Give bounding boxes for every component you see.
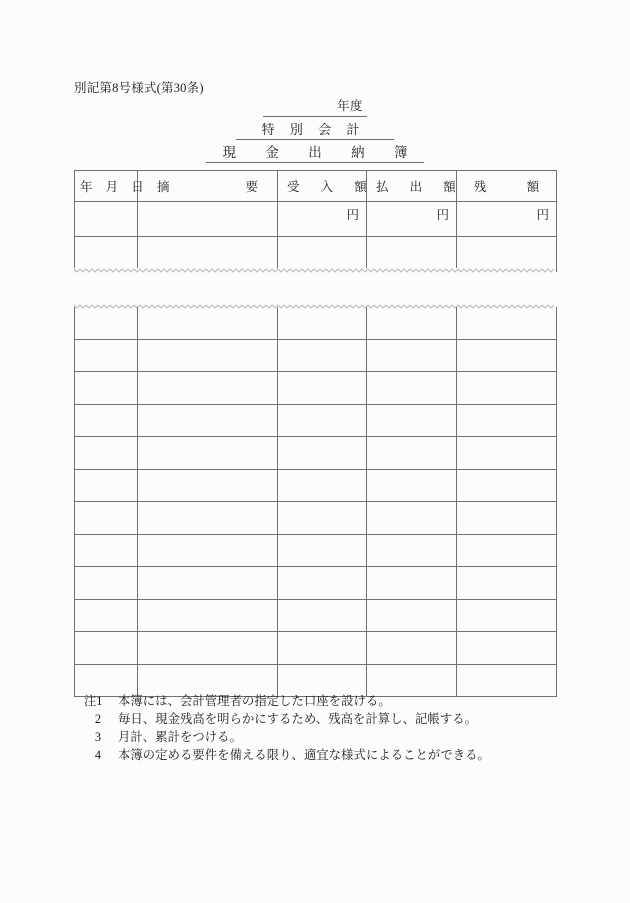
table-currency-row — [75, 202, 557, 237]
cell-description[interactable] — [138, 437, 278, 470]
cell-receipts[interactable] — [278, 469, 367, 502]
cell-date[interactable] — [75, 404, 138, 437]
cell-payments[interactable] — [367, 307, 457, 339]
cell-payments[interactable] — [367, 469, 457, 502]
table-row — [75, 567, 557, 600]
cell-date[interactable] — [75, 632, 138, 665]
cell-description[interactable] — [138, 237, 278, 272]
cell-date[interactable] — [75, 534, 138, 567]
cell-date[interactable] — [75, 237, 138, 272]
table-row — [75, 404, 557, 437]
cell-balance[interactable] — [457, 534, 557, 567]
title-fiscal-year — [0, 98, 630, 117]
note-marker: 4 — [94, 748, 102, 762]
note-item — [84, 710, 584, 728]
upper-break-mask — [74, 268, 556, 274]
cell-balance[interactable] — [457, 502, 557, 535]
table-row — [75, 469, 557, 502]
cell-payments-currency[interactable]: 円 — [367, 202, 457, 237]
note-item — [84, 746, 584, 764]
table-row — [75, 437, 557, 470]
cell-receipts[interactable] — [278, 437, 367, 470]
cell-date[interactable] — [75, 599, 138, 632]
cell-payments[interactable] — [367, 502, 457, 535]
cell-date[interactable] — [75, 502, 138, 535]
note-marker: 3 — [94, 730, 102, 744]
table-row — [75, 632, 557, 665]
cell-balance-currency[interactable]: 円 — [457, 202, 557, 237]
column-header-balance: 残 額 — [457, 171, 557, 202]
cell-receipts[interactable] — [278, 502, 367, 535]
cell-receipts[interactable] — [278, 372, 367, 405]
cell-payments[interactable] — [367, 632, 457, 665]
title-book-name — [0, 145, 630, 164]
title-account-type — [0, 122, 630, 140]
cell-balance[interactable] — [457, 469, 557, 502]
cell-description[interactable] — [138, 339, 278, 372]
notes-list — [84, 692, 584, 764]
cell-balance[interactable] — [457, 404, 557, 437]
cell-receipts[interactable] — [278, 632, 367, 665]
cell-description[interactable] — [138, 372, 278, 405]
cell-receipts[interactable] — [278, 567, 367, 600]
cell-date[interactable] — [75, 469, 138, 502]
table-row — [75, 339, 557, 372]
cash-book-table-lower — [74, 307, 557, 697]
cell-date[interactable] — [75, 567, 138, 600]
cell-description[interactable] — [138, 469, 278, 502]
cell-description[interactable] — [138, 404, 278, 437]
cell-payments[interactable] — [367, 339, 457, 372]
table-row — [75, 237, 557, 272]
note-text: 本簿の定める要件を備える限り、適宜な様式によることができる。 — [118, 748, 490, 762]
cell-description-currency[interactable] — [138, 202, 278, 237]
table-row — [75, 534, 557, 567]
cell-payments[interactable] — [367, 534, 457, 567]
cell-balance[interactable] — [457, 307, 557, 339]
cell-balance[interactable] — [457, 339, 557, 372]
note-item — [84, 692, 584, 710]
cell-description[interactable] — [138, 307, 278, 339]
cell-payments[interactable] — [367, 437, 457, 470]
title-fiscal-year-text: 年度 — [263, 100, 367, 117]
cell-balance[interactable] — [457, 237, 557, 272]
cell-receipts[interactable] — [278, 307, 367, 339]
table-row — [75, 307, 557, 339]
cell-balance[interactable] — [457, 632, 557, 665]
column-header-payments: 払 出 額 — [367, 171, 457, 202]
cell-payments[interactable] — [367, 567, 457, 600]
column-header-description: 摘 要 — [138, 171, 278, 202]
note-item — [84, 728, 584, 746]
title-account-type-text: 特 別 会 計 — [236, 123, 394, 140]
title-book-name-text: 現 金 出 納 簿 — [206, 146, 424, 164]
cell-receipts[interactable] — [278, 534, 367, 567]
cell-receipts[interactable] — [278, 339, 367, 372]
note-marker: 2 — [94, 712, 102, 726]
note-text: 月計、累計をつける。 — [118, 730, 242, 744]
cell-description[interactable] — [138, 632, 278, 665]
table-row — [75, 372, 557, 405]
table-row — [75, 502, 557, 535]
cell-balance[interactable] — [457, 599, 557, 632]
cell-receipts[interactable] — [278, 237, 367, 272]
cell-date[interactable] — [75, 307, 138, 339]
note-marker: 注1 — [84, 694, 103, 708]
cell-date-currency[interactable] — [75, 202, 138, 237]
cell-date[interactable] — [75, 372, 138, 405]
cell-payments[interactable] — [367, 599, 457, 632]
column-header-receipts: 受 入 額 — [278, 171, 367, 202]
column-header-date: 年 月 日 — [75, 171, 138, 202]
cell-balance[interactable] — [457, 372, 557, 405]
form-id-label: 別記第8号様式(第30条) — [74, 81, 204, 95]
cell-description[interactable] — [138, 502, 278, 535]
note-text: 毎日、現金残高を明らかにするため、残高を計算し、記帳する。 — [118, 712, 478, 726]
cell-balance[interactable] — [457, 567, 557, 600]
cell-description[interactable] — [138, 599, 278, 632]
cash-book-table-upper — [74, 170, 557, 272]
lower-table-body — [75, 307, 557, 697]
cell-receipts-currency[interactable]: 円 — [278, 202, 367, 237]
cell-date[interactable] — [75, 437, 138, 470]
cell-receipts[interactable] — [278, 404, 367, 437]
cell-date[interactable] — [75, 339, 138, 372]
cell-description[interactable] — [138, 534, 278, 567]
note-text: 本簿には、会計管理者の指定した口座を設ける。 — [118, 694, 391, 708]
cell-payments[interactable] — [367, 372, 457, 405]
cell-payments[interactable] — [367, 237, 457, 272]
cell-receipts[interactable] — [278, 599, 367, 632]
title-block — [0, 98, 630, 163]
cell-payments[interactable] — [367, 404, 457, 437]
cell-description[interactable] — [138, 567, 278, 600]
table-header-row — [75, 171, 557, 202]
table-row — [75, 599, 557, 632]
cell-balance[interactable] — [457, 437, 557, 470]
